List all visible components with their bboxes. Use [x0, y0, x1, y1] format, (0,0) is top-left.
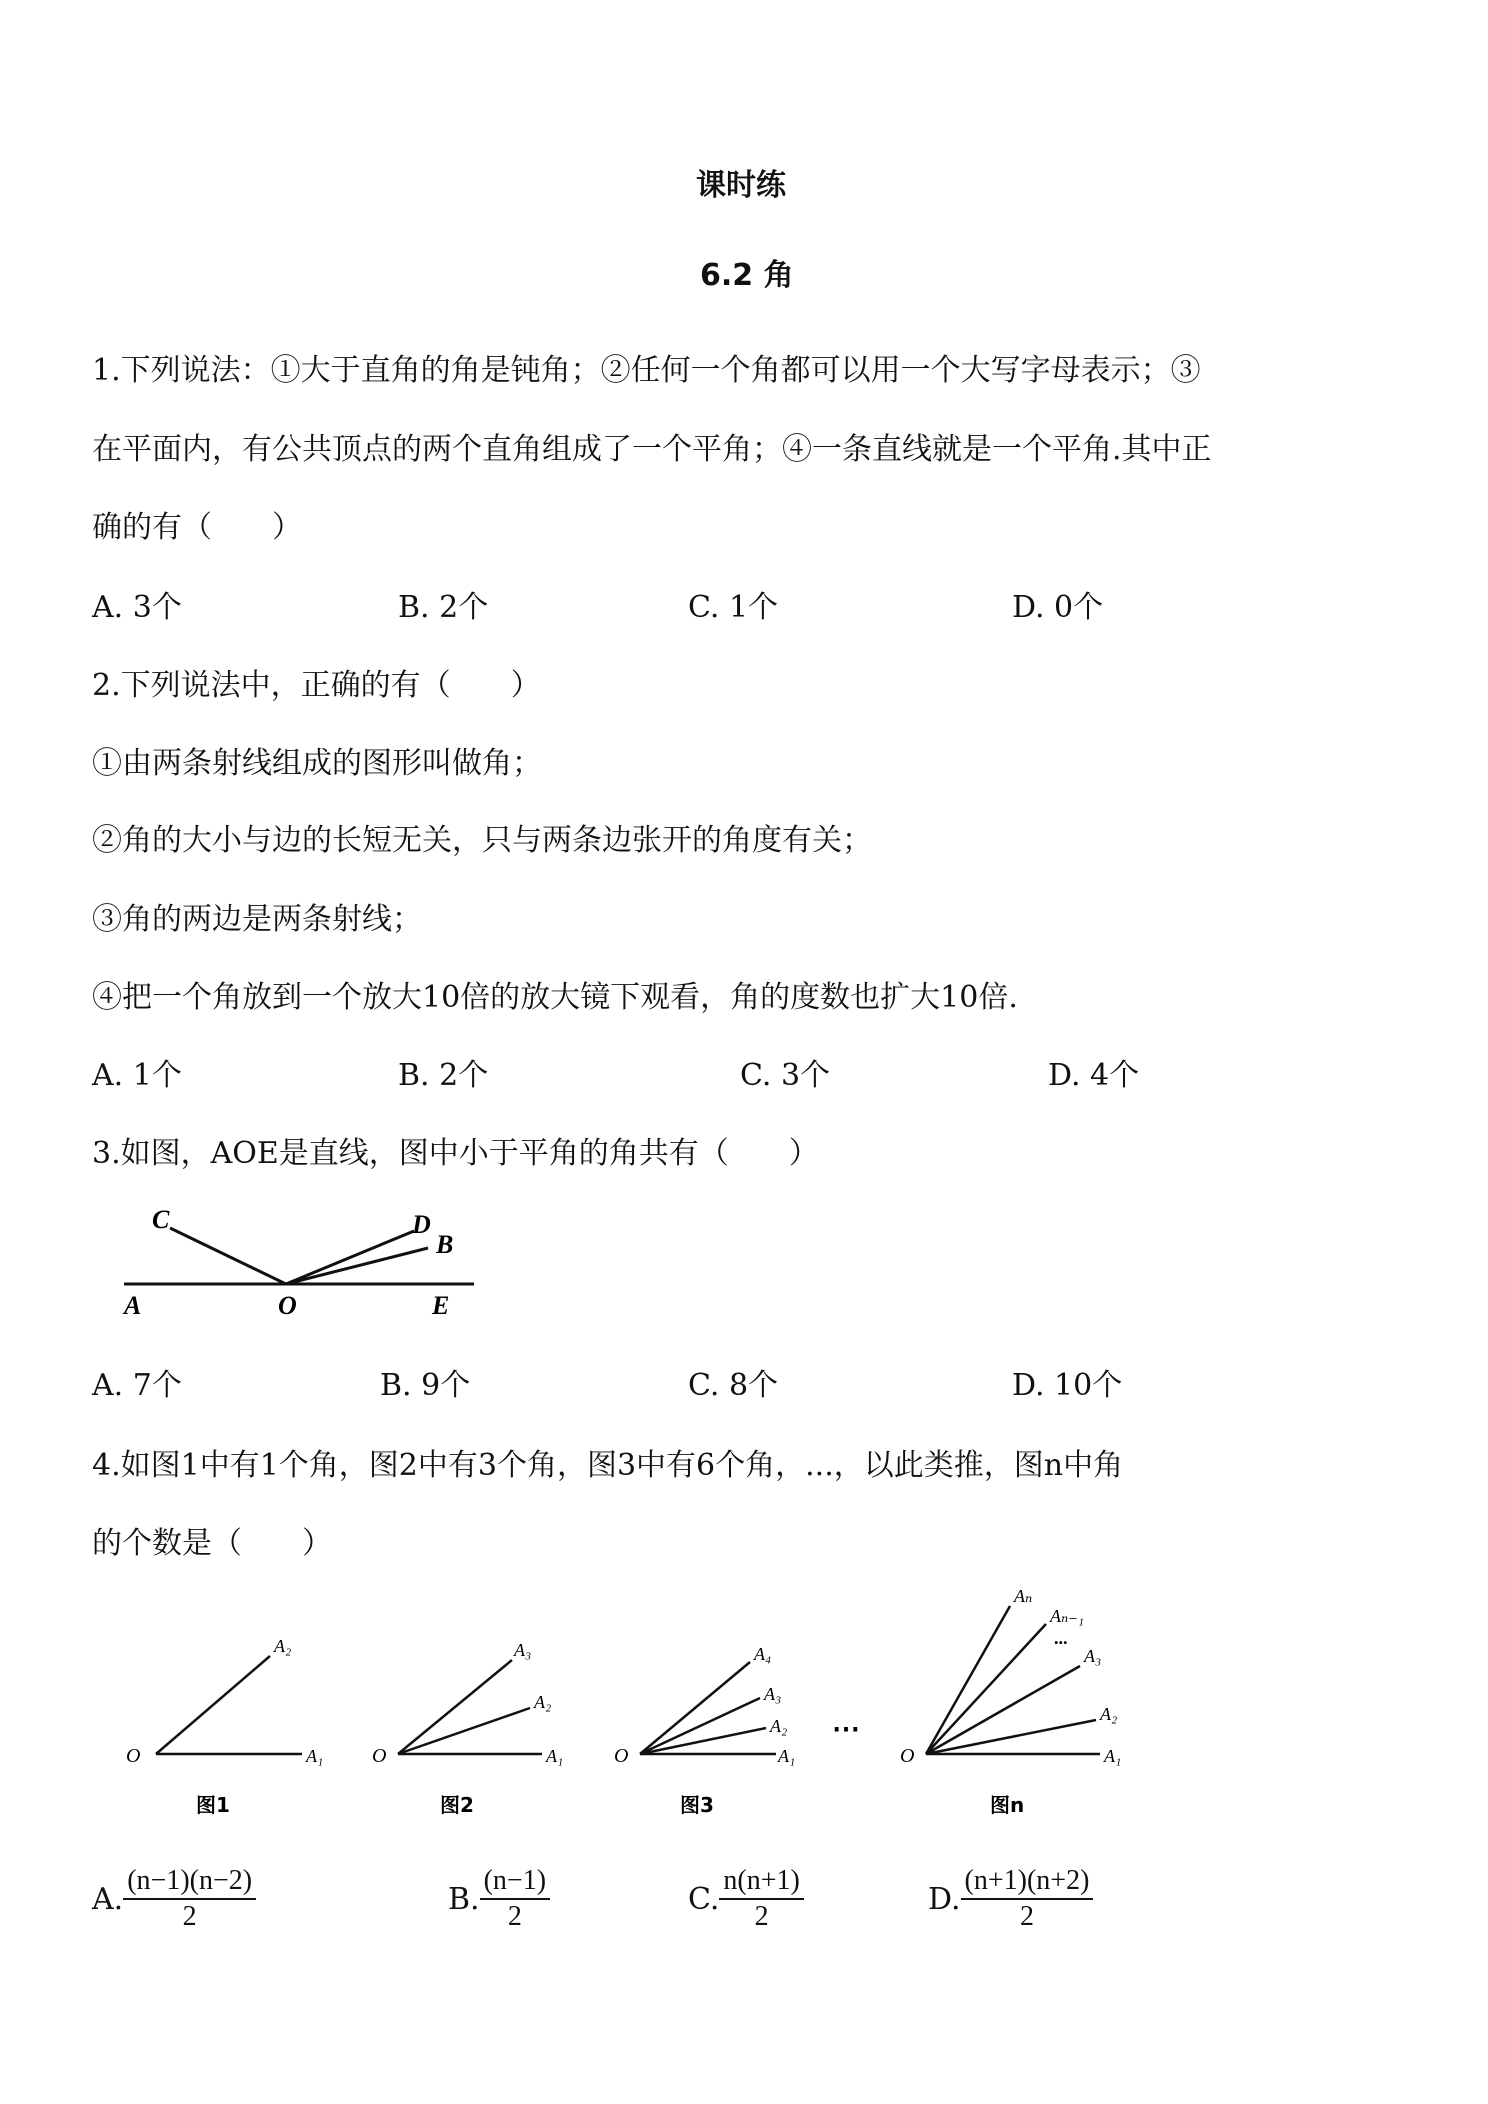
section-title: 6.2 角 [700, 258, 794, 293]
q2-item-4: ④把一个角放到一个放大10倍的放大镜下观看，角的度数也扩大10倍. [92, 980, 1018, 1015]
q4-line-1: 4.如图1中有1个角，图2中有3个角，图3中有6个角，...，以此类推，图n中角 [92, 1448, 1124, 1483]
q4-option-d-denominator: 2 [1019, 1901, 1034, 1932]
q1-option-b: B. 2个 [398, 590, 489, 625]
label-d: D [412, 1210, 431, 1239]
fig2-ray-a2 [398, 1708, 530, 1754]
fign-label-an: Aₙ [1014, 1590, 1033, 1606]
q3-option-c: C. 8个 [688, 1368, 779, 1403]
q1-line-1: 1.下列说法：①大于直角的角是钝角；②任何一个角都可以用一个大写字母表示；③ [92, 353, 1201, 388]
fig2-ray-a3 [398, 1660, 512, 1754]
fig3-ray-a4 [640, 1662, 750, 1754]
q4-option-d-fraction [961, 1864, 1094, 1934]
q2-option-b: B. 2个 [398, 1058, 489, 1093]
fig2-label-a2: A₂ [534, 1692, 552, 1712]
q4-option-c-letter: C. [688, 1881, 720, 1917]
q4-option-a-letter: A. [92, 1881, 124, 1917]
fig3-label-a4: A₄ [754, 1644, 772, 1664]
fign-label-a1: A₁ [1104, 1746, 1122, 1766]
fig1-caption: 图1 [196, 1793, 230, 1817]
fign-ray-an [926, 1606, 1010, 1754]
q3-stem: 3.如图，AOE是直线，图中小于平角的角共有（ ） [92, 1136, 819, 1171]
label-b: B [436, 1230, 454, 1259]
q4-option-a-numerator: (n−1)(n−2) [123, 1864, 256, 1900]
q4-option-a [92, 1864, 256, 1934]
q4-option-b-numerator: (n−1) [480, 1864, 550, 1900]
q4-option-b [448, 1864, 550, 1934]
q1-line-3: 确的有（ ） [92, 510, 302, 545]
ray-oc [170, 1228, 286, 1284]
fig1-label-a2: A₂ [274, 1636, 292, 1656]
fig3-ray-a3 [640, 1698, 760, 1754]
label-e: E [432, 1291, 450, 1320]
q4-option-b-letter: B. [448, 1881, 480, 1917]
q4-option-a-denominator: 2 [182, 1901, 197, 1932]
q4-option-a-fraction [123, 1864, 256, 1934]
q4-option-d-letter: D. [928, 1881, 961, 1917]
fig2-label-a1: A₁ [546, 1746, 564, 1766]
fig3-ray-a2 [640, 1728, 766, 1754]
q3-option-d: D. 10个 [1012, 1368, 1123, 1403]
fign-label-a3: A₃ [1084, 1646, 1102, 1666]
q3-figure [110, 1198, 490, 1328]
q2-option-c: C. 3个 [740, 1058, 831, 1093]
fign-label-an-1: Aₙ₋₁ [1050, 1606, 1085, 1626]
q4-figures [110, 1590, 1170, 1830]
fig2-label-a3: A₃ [514, 1640, 532, 1660]
q4-option-d [928, 1864, 1093, 1934]
q4-option-c-numerator: n(n+1) [719, 1864, 803, 1900]
q2-item-1: ①由两条射线组成的图形叫做角； [92, 746, 542, 781]
q1-line-2: 在平面内，有公共顶点的两个直角组成了一个平角；④一条直线就是一个平角.其中正 [92, 432, 1212, 467]
q2-stem: 2.下列说法中，正确的有（ ） [92, 668, 541, 703]
q4-option-c-denominator: 2 [754, 1901, 769, 1932]
q3-option-b: B. 9个 [380, 1368, 471, 1403]
fig1-ray-a2 [156, 1656, 270, 1754]
label-o: O [278, 1291, 297, 1320]
ellipsis-mark: ⋯ [832, 1714, 860, 1745]
q4-option-b-denominator: 2 [507, 1901, 522, 1932]
q2-item-2: ②角的大小与边的长短无关，只与两条边张开的角度有关； [92, 823, 872, 858]
q4-option-b-fraction [480, 1864, 550, 1934]
fig3-caption: 图3 [680, 1793, 714, 1817]
q1-option-a: A. 3个 [92, 590, 182, 625]
fig2-caption: 图2 [440, 1793, 474, 1817]
q3-option-a: A. 7个 [92, 1368, 182, 1403]
fig3-label-a1: A₁ [778, 1746, 796, 1766]
fig2-origin: O [372, 1745, 387, 1767]
q1-option-c: C. 1个 [688, 590, 779, 625]
label-a: A [124, 1291, 142, 1320]
q1-option-d: D. 0个 [1012, 590, 1104, 625]
fign-origin: O [900, 1745, 915, 1767]
q4-option-d-numerator: (n+1)(n+2) [961, 1864, 1094, 1900]
fig1-origin: O [126, 1745, 141, 1767]
q4-line-2: 的个数是（ ） [92, 1526, 332, 1561]
fign-label-dots: ... [1054, 1628, 1068, 1648]
fign-caption: 图n [990, 1793, 1025, 1817]
fign-label-a2: A₂ [1100, 1704, 1118, 1724]
fign-ray-a3 [926, 1666, 1080, 1754]
q4-option-c [688, 1864, 804, 1934]
fig3-origin: O [614, 1745, 629, 1767]
q2-option-d: D. 4个 [1048, 1058, 1140, 1093]
label-c: C [152, 1205, 170, 1234]
fig3-label-a2: A₂ [770, 1716, 788, 1736]
q2-item-3: ③角的两边是两条射线； [92, 902, 422, 937]
q4-option-c-fraction [719, 1864, 803, 1934]
fig3-label-a3: A₃ [764, 1684, 782, 1704]
q2-option-a: A. 1个 [92, 1058, 182, 1093]
page-title: 课时练 [696, 168, 786, 203]
fig1-label-a1: A₁ [306, 1746, 324, 1766]
